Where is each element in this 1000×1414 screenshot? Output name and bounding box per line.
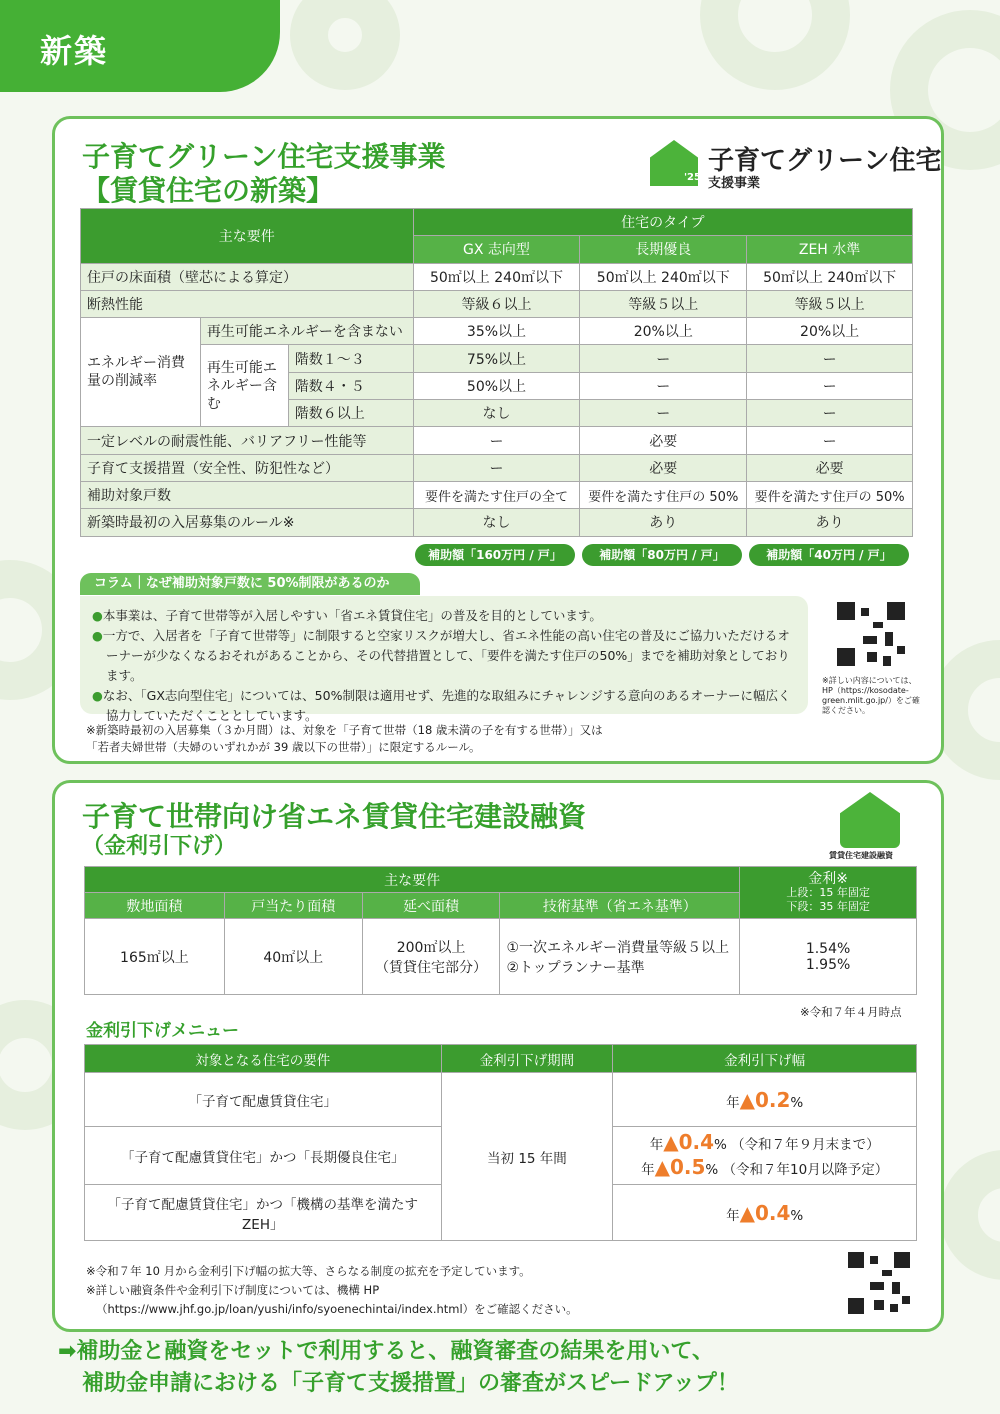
qr-code-icon[interactable]	[833, 598, 909, 670]
header-requirement: 対象となる住宅の要件	[85, 1045, 442, 1073]
energy-label: エネルギー消費量の削減率	[81, 318, 201, 427]
menu-title: 金利引下げメニュー	[86, 1021, 239, 1041]
header-reduction: 金利引下げ幅	[613, 1045, 917, 1073]
cell: ー	[747, 345, 913, 372]
cell: 50%以上	[413, 372, 580, 399]
cell: なし	[413, 509, 580, 536]
background-circle	[700, 0, 850, 90]
type-gx: GX 志向型	[413, 236, 580, 263]
cell: 要件を満たす住戸の 50%	[747, 481, 913, 508]
column-item: ●本事業は、子育て世帯等が入居しやすい「省エネ賃貸住宅」の普及を目的としています。	[92, 608, 602, 623]
section-tag: 新築	[0, 0, 280, 92]
cell: 20%以上	[747, 318, 913, 345]
col-site-area: 敷地面積	[85, 893, 225, 919]
subsidy-amount-badge: 補助額「80万円 / 戸」	[582, 544, 742, 566]
row-label: 住戸の床面積（壁芯による算定）	[81, 263, 414, 290]
row-label: 一定レベルの耐震性能、バリアフリー性能等	[81, 427, 414, 454]
cell: 必要	[580, 427, 747, 454]
as-of-note: ※令和７年４月時点	[800, 1005, 902, 1019]
header-period: 金利引下げ期間	[441, 1045, 613, 1073]
logo-subtitle: 支援事業	[708, 176, 761, 191]
cell: ー	[747, 427, 913, 454]
requirement-cell: 「子育て配慮賃貸住宅」かつ「長期優良住宅」	[85, 1127, 442, 1185]
row-label: 再生可能エネルギーを含まない	[200, 318, 413, 345]
row-label: 階数４・５	[288, 372, 413, 399]
reduction-cell: 年▲0.4%	[613, 1185, 917, 1241]
qr-note: ※詳しい内容については、HP（https://kosodate-green.mlit.go.jp/）をご確認ください。	[822, 676, 920, 715]
cell: 要件を満たす住戸の全て	[413, 481, 580, 508]
cell: 75%以上	[413, 345, 580, 372]
loan-logo-label: 賃貸住宅建設融資	[829, 851, 893, 860]
header-main-requirements: 主な要件	[81, 209, 414, 264]
site-area-value: 165㎡以上	[85, 919, 225, 995]
subsidy-amount-badge: 補助額「160万円 / 戸」	[415, 544, 575, 566]
subsidy-title: 子育てグリーン住宅支援事業 【賃貸住宅の新築】	[82, 140, 446, 207]
background-circle	[940, 1150, 1000, 1280]
loan-title: 子育て世帯向け省エネ賃貸住宅建設融資 （金利引下げ）	[82, 800, 587, 859]
loan-requirements-table	[84, 866, 917, 995]
cell: ー	[580, 400, 747, 427]
logo-year: '25	[684, 172, 701, 183]
subsidy-amount-badge: 補助額「40万円 / 戸」	[749, 544, 909, 566]
column-item: ●なお、「GX志向型住宅」については、50%制限は適用せず、先進的な取組みにチャレンジする意向のあるオーナーに幅広く協力していただくこととしています。	[92, 688, 791, 723]
period-cell: 当初 15 年間	[441, 1073, 613, 1241]
background-circle	[290, 0, 400, 90]
row-label: 階数１～３	[288, 345, 413, 372]
header-housing-type: 住宅のタイプ	[413, 209, 912, 236]
row-label: 断熱性能	[81, 290, 414, 317]
row-label: 新築時最初の入居募集のルール※	[81, 509, 414, 536]
cell: あり	[747, 509, 913, 536]
cell: 必要	[747, 454, 913, 481]
cell: 必要	[580, 454, 747, 481]
rate-value: 1.54% 1.95%	[740, 919, 917, 995]
cell: なし	[413, 400, 580, 427]
subsidy-requirements-table	[80, 208, 913, 537]
logo-title: 子育てグリーン住宅	[708, 146, 942, 176]
row-label: 階数６以上	[288, 400, 413, 427]
cell: ー	[580, 372, 747, 399]
floor-area-value: 200㎡以上 （賃貸住宅部分）	[362, 919, 500, 995]
rate-reduction-table	[84, 1044, 917, 1241]
cell: ー	[413, 454, 580, 481]
column-item: ●一方で、入居者を「子育て世帯等」に制限すると空家リスクが増大し、省エネ性能の高い住宅の普及にご協力いただけるオーナーが少なくなるおそれがあることから、その代替措置として、「要件を満たす住戸の50%」までを補助対象としております。	[92, 628, 790, 683]
cell: 50㎡以上 240㎡以下	[747, 263, 913, 290]
type-longterm: 長期優良	[580, 236, 747, 263]
requirement-cell: 「子育て配慮賃貸住宅」	[85, 1073, 442, 1127]
column-title: コラム｜なぜ補助対象戸数に 50%制限があるのか	[80, 573, 420, 595]
cell: あり	[580, 509, 747, 536]
column-box	[80, 596, 808, 723]
cell: ー	[413, 427, 580, 454]
unit-area-value: 40㎡以上	[224, 919, 362, 995]
tech-standard-value: ①一次エネルギー消費量等級５以上 ②トップランナー基準	[500, 919, 740, 995]
header-rate: 金利※ 上段：15 年固定 下段：35 年固定	[740, 867, 917, 919]
renew-label: 再生可能エネルギー含む	[200, 345, 288, 427]
row-label: 子育て支援措置（安全性、防犯性など）	[81, 454, 414, 481]
col-floor-area: 延べ面積	[362, 893, 500, 919]
bottom-message: ➡補助金と融資をセットで利用すると、融資審査の結果を用いて、 補助金申請における「子育て支援措置」の審査がスピードアップ！	[58, 1339, 739, 1396]
cell: 35%以上	[413, 318, 580, 345]
col-unit-area: 戸当たり面積	[224, 893, 362, 919]
cell: ー	[580, 345, 747, 372]
cell: 50㎡以上 240㎡以下	[413, 263, 580, 290]
col-tech-standard: 技術基準（省エネ基準）	[500, 893, 740, 919]
requirement-cell: 「子育て配慮賃貸住宅」かつ「機構の基準を満たす ZEH」	[85, 1185, 442, 1241]
reduction-cell: 年▲0.4% （令和７年９月末まで） 年▲0.5% （令和７年10月以降予定）	[613, 1127, 917, 1185]
qr-code-icon[interactable]	[844, 1248, 914, 1318]
header-main-requirements: 主な要件	[85, 867, 740, 893]
cell: 等級６以上	[413, 290, 580, 317]
row-label: 補助対象戸数	[81, 481, 414, 508]
cell: 等級５以上	[747, 290, 913, 317]
cell: ー	[747, 372, 913, 399]
cell: 要件を満たす住戸の 50%	[580, 481, 747, 508]
cell: 20%以上	[580, 318, 747, 345]
cell: 等級５以上	[580, 290, 747, 317]
reduction-cell: 年▲0.2%	[613, 1073, 917, 1127]
loan-notes: ※令和７年 10 月から金利引下げ幅の拡大等、さらなる制度の拡充を予定しています。 ※詳しい融資条件や金利引下げ制度については、機構 HP （https://www.jhf.go.jp/loan/yushi/info/syoenechintai/index.html）をご確認ください。	[86, 1264, 578, 1316]
footnote: ※新築時最初の入居募集（３か月間）は、対象を「子育て世帯（18 歳未満の子を有する世帯）」又は 「若者夫婦世帯（夫婦のいずれかが 39 歳以下の世帯）」に限定するルール。	[86, 723, 603, 754]
cell: ー	[747, 400, 913, 427]
type-zeh: ZEH 水準	[747, 236, 913, 263]
cell: 50㎡以上 240㎡以下	[580, 263, 747, 290]
